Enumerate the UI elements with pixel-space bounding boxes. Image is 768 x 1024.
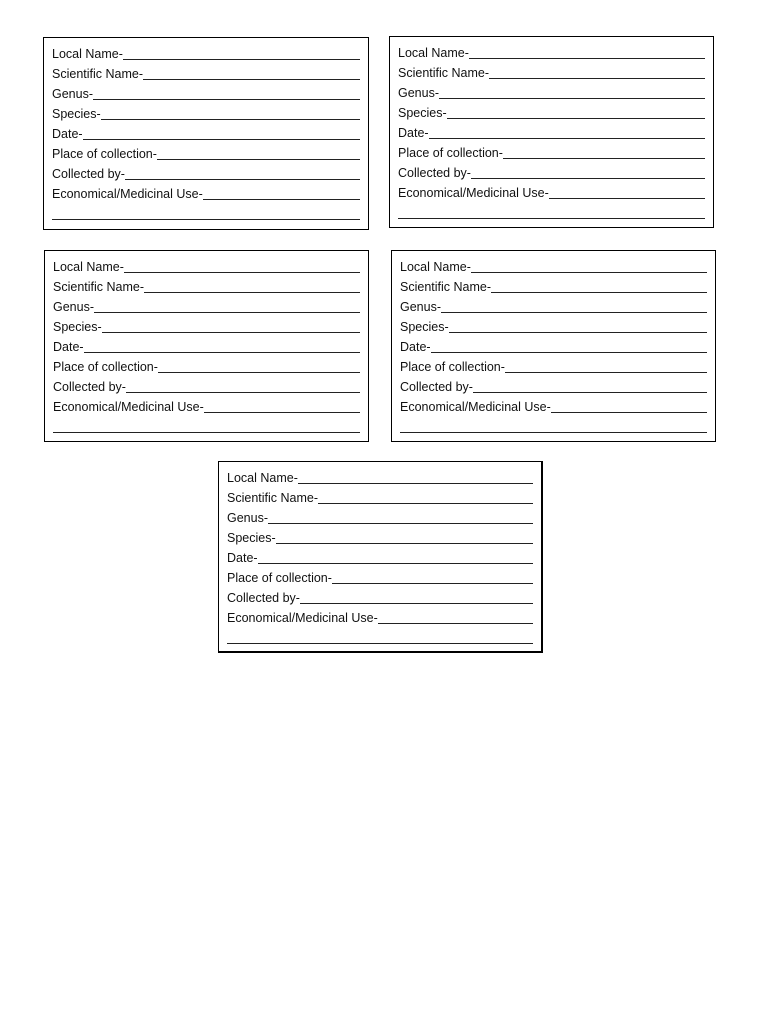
date-line bbox=[53, 335, 360, 355]
collected-by-line bbox=[400, 375, 707, 395]
blank-line bbox=[53, 431, 360, 433]
place-of-collection-line bbox=[398, 141, 705, 161]
species-label: Species- bbox=[398, 106, 447, 120]
collected-by-line bbox=[53, 375, 360, 395]
blank-line bbox=[491, 291, 707, 293]
scientific-name-label: Scientific Name- bbox=[227, 491, 318, 505]
blank-line bbox=[52, 218, 360, 220]
collected-by-line bbox=[52, 162, 360, 182]
blank-line bbox=[268, 522, 533, 524]
collected-by-label: Collected by- bbox=[53, 380, 126, 394]
place-of-collection-line bbox=[53, 355, 360, 375]
use-label: Economical/Medicinal Use- bbox=[398, 186, 549, 200]
date-line bbox=[400, 335, 707, 355]
blank-line bbox=[469, 57, 705, 59]
scientific-name-line bbox=[227, 486, 533, 506]
blank-line bbox=[503, 157, 705, 159]
place-of-collection-label: Place of collection- bbox=[227, 571, 332, 585]
local-name-line bbox=[53, 255, 360, 275]
blank-line bbox=[144, 291, 360, 293]
local-name-line bbox=[227, 466, 533, 486]
date-label: Date- bbox=[52, 127, 83, 141]
blank-line bbox=[157, 158, 360, 160]
species-line bbox=[400, 315, 707, 335]
blank-line bbox=[143, 78, 360, 80]
genus-label: Genus- bbox=[53, 300, 94, 314]
extra-blank-line bbox=[53, 415, 360, 435]
genus-line bbox=[227, 506, 533, 526]
place-of-collection-line bbox=[52, 142, 360, 162]
blank-line bbox=[429, 137, 705, 139]
species-label: Species- bbox=[227, 531, 276, 545]
species-line bbox=[227, 526, 533, 546]
place-of-collection-label: Place of collection- bbox=[400, 360, 505, 374]
scientific-name-line bbox=[398, 61, 705, 81]
blank-line bbox=[84, 351, 360, 353]
local-name-line bbox=[52, 42, 360, 62]
genus-line bbox=[52, 82, 360, 102]
blank-line bbox=[126, 391, 360, 393]
genus-label: Genus- bbox=[227, 511, 268, 525]
local-name-label: Local Name- bbox=[53, 260, 124, 274]
extra-blank-line bbox=[398, 201, 705, 221]
local-name-label: Local Name- bbox=[227, 471, 298, 485]
blank-line bbox=[473, 391, 707, 393]
blank-line bbox=[398, 217, 705, 219]
use-label: Economical/Medicinal Use- bbox=[52, 187, 203, 201]
blank-line bbox=[471, 271, 707, 273]
date-line bbox=[52, 122, 360, 142]
specimen-label-card-3 bbox=[44, 250, 369, 442]
collected-by-label: Collected by- bbox=[398, 166, 471, 180]
date-label: Date- bbox=[227, 551, 258, 565]
use-line bbox=[52, 182, 360, 202]
species-label: Species- bbox=[52, 107, 101, 121]
blank-line bbox=[318, 502, 533, 504]
species-label: Species- bbox=[53, 320, 102, 334]
species-line bbox=[398, 101, 705, 121]
place-of-collection-label: Place of collection- bbox=[52, 147, 157, 161]
scientific-name-line bbox=[52, 62, 360, 82]
blank-line bbox=[439, 97, 705, 99]
blank-line bbox=[378, 622, 533, 624]
blank-line bbox=[227, 642, 533, 644]
genus-label: Genus- bbox=[400, 300, 441, 314]
scientific-name-line bbox=[53, 275, 360, 295]
blank-line bbox=[300, 602, 533, 604]
genus-line bbox=[398, 81, 705, 101]
blank-line bbox=[298, 482, 533, 484]
blank-line bbox=[124, 271, 360, 273]
use-line bbox=[227, 606, 533, 626]
scientific-name-label: Scientific Name- bbox=[400, 280, 491, 294]
blank-line bbox=[204, 411, 360, 413]
species-line bbox=[53, 315, 360, 335]
blank-line bbox=[441, 311, 707, 313]
specimen-label-card-5 bbox=[218, 461, 543, 653]
scientific-name-label: Scientific Name- bbox=[52, 67, 143, 81]
blank-line bbox=[332, 582, 533, 584]
specimen-label-card-2 bbox=[389, 36, 714, 228]
date-label: Date- bbox=[398, 126, 429, 140]
place-of-collection-label: Place of collection- bbox=[53, 360, 158, 374]
specimen-label-card-4 bbox=[391, 250, 716, 442]
blank-line bbox=[549, 197, 705, 199]
blank-line bbox=[101, 118, 360, 120]
specimen-label-card-1 bbox=[43, 37, 369, 230]
blank-line bbox=[158, 371, 360, 373]
date-line bbox=[227, 546, 533, 566]
place-of-collection-line bbox=[227, 566, 533, 586]
species-label: Species- bbox=[400, 320, 449, 334]
blank-line bbox=[489, 77, 705, 79]
use-line bbox=[400, 395, 707, 415]
blank-line bbox=[471, 177, 705, 179]
place-of-collection-label: Place of collection- bbox=[398, 146, 503, 160]
blank-line bbox=[449, 331, 707, 333]
extra-blank-line bbox=[400, 415, 707, 435]
species-line bbox=[52, 102, 360, 122]
local-name-label: Local Name- bbox=[398, 46, 469, 60]
blank-line bbox=[93, 98, 360, 100]
collected-by-line bbox=[227, 586, 533, 606]
date-label: Date- bbox=[400, 340, 431, 354]
local-name-label: Local Name- bbox=[400, 260, 471, 274]
collected-by-label: Collected by- bbox=[227, 591, 300, 605]
extra-blank-line bbox=[52, 202, 360, 222]
collected-by-label: Collected by- bbox=[400, 380, 473, 394]
blank-line bbox=[83, 138, 360, 140]
use-line bbox=[53, 395, 360, 415]
local-name-label: Local Name- bbox=[52, 47, 123, 61]
blank-line bbox=[102, 331, 360, 333]
blank-line bbox=[123, 58, 360, 60]
blank-line bbox=[258, 562, 533, 564]
genus-label: Genus- bbox=[52, 87, 93, 101]
use-label: Economical/Medicinal Use- bbox=[227, 611, 378, 625]
blank-line bbox=[447, 117, 705, 119]
genus-label: Genus- bbox=[398, 86, 439, 100]
scientific-name-line bbox=[400, 275, 707, 295]
use-line bbox=[398, 181, 705, 201]
use-label: Economical/Medicinal Use- bbox=[53, 400, 204, 414]
local-name-line bbox=[400, 255, 707, 275]
scientific-name-label: Scientific Name- bbox=[398, 66, 489, 80]
scientific-name-label: Scientific Name- bbox=[53, 280, 144, 294]
genus-line bbox=[400, 295, 707, 315]
blank-line bbox=[505, 371, 707, 373]
genus-line bbox=[53, 295, 360, 315]
blank-line bbox=[431, 351, 707, 353]
local-name-line bbox=[398, 41, 705, 61]
use-label: Economical/Medicinal Use- bbox=[400, 400, 551, 414]
collected-by-line bbox=[398, 161, 705, 181]
blank-line bbox=[125, 178, 360, 180]
blank-line bbox=[203, 198, 360, 200]
blank-line bbox=[400, 431, 707, 433]
blank-line bbox=[94, 311, 360, 313]
extra-blank-line bbox=[227, 626, 533, 646]
place-of-collection-line bbox=[400, 355, 707, 375]
blank-line bbox=[551, 411, 707, 413]
date-line bbox=[398, 121, 705, 141]
blank-line bbox=[276, 542, 533, 544]
date-label: Date- bbox=[53, 340, 84, 354]
collected-by-label: Collected by- bbox=[52, 167, 125, 181]
